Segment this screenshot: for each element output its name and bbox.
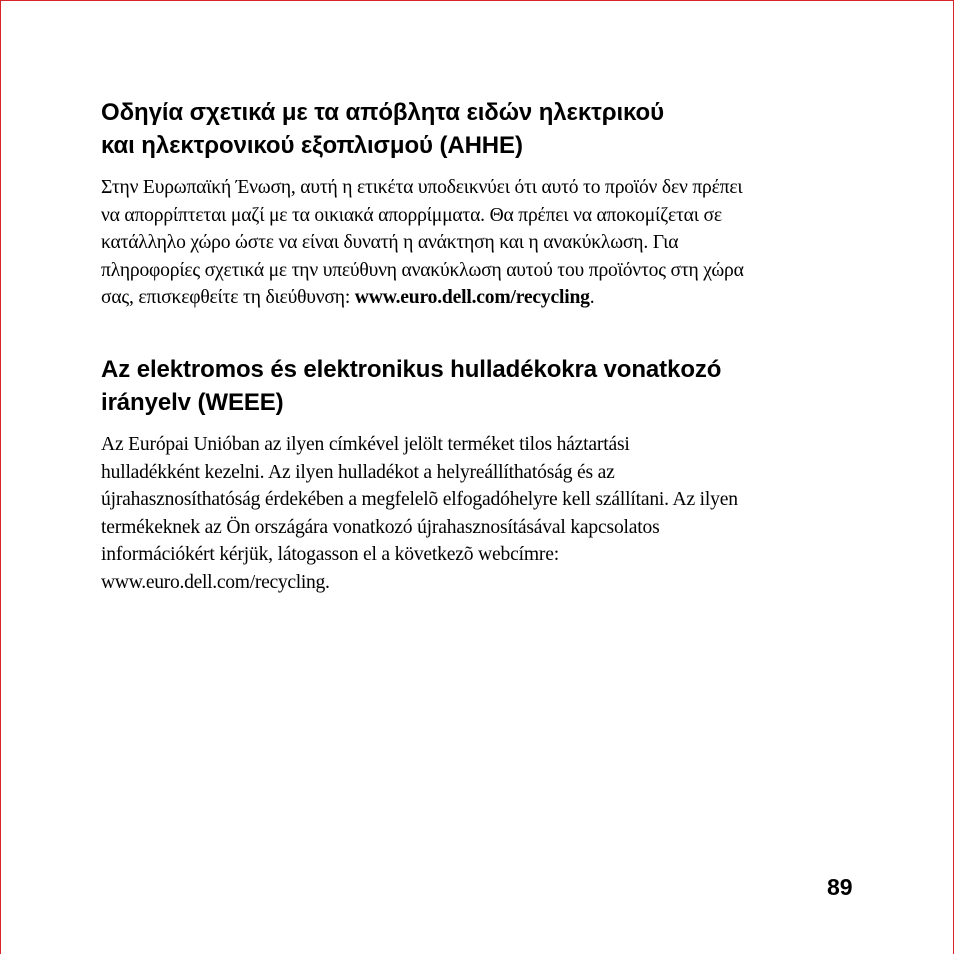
- punctuation: .: [325, 571, 330, 593]
- body-line: információkért kérjük, látogasson el a következõ webcímre:: [101, 544, 559, 565]
- body-line-last: [101, 284, 841, 312]
- body-line: Στην Ευρωπαϊκή Ένωση, αυτή η ετικέτα υποδεικνύει ότι αυτό το προϊόν δεν πρέπει: [101, 177, 743, 198]
- section-body: [101, 174, 841, 312]
- body-line: újrahasznosíthatóság érdekében a megfelelõ elfogadóhelyre kell szállítani. Az ilyen: [101, 489, 738, 510]
- heading-line: Az elektromos és elektronikus hulladékokra vonatkozó: [101, 356, 722, 383]
- heading-line: irányelv (WEEE): [101, 389, 284, 416]
- body-line: termékeknek az Ön országára vonatkozó újrahasznosításával kapcsolatos: [101, 516, 660, 538]
- heading-line: Οδηγία σχετικά με τα απόβλητα ειδών ηλεκτρικού: [101, 99, 664, 126]
- section-heading: [101, 353, 801, 419]
- punctuation: .: [589, 287, 595, 308]
- body-line: να απορρίπτεται μαζί με τα οικιακά απορρίμματα. Θα πρέπει να αποκομίζεται σε: [101, 204, 722, 226]
- recycling-url: www.euro.dell.com/recycling: [101, 571, 326, 593]
- section-weee-greek: [101, 96, 853, 312]
- body-line: hulladékként kezelni. Az ilyen hulladékot a helyreállíthatóság és az: [101, 461, 615, 483]
- page-number: 89: [827, 874, 853, 900]
- body-line: κατάλληλο χώρο ώστε να είναι δυνατή η ανάκτηση και η ανακύκλωση. Για: [101, 232, 679, 253]
- body-line: πληροφορίες σχετικά με την υπεύθυνη ανακύκλωση αυτού του προϊόντος στη χώρα: [101, 259, 744, 281]
- body-text: σας, επισκεφθείτε τη διεύθυνση:: [101, 287, 355, 308]
- body-line-last: [101, 569, 853, 597]
- section-weee-hungarian: [101, 353, 853, 596]
- recycling-url: www.euro.dell.com/recycling: [354, 287, 590, 308]
- heading-line: και ηλεκτρονικού εξοπλισμού (AHHE): [101, 132, 523, 159]
- section-body: [101, 431, 853, 596]
- section-heading: [101, 96, 841, 162]
- body-line: Az Európai Unióban az ilyen címkével jelölt terméket tilos háztartási: [101, 434, 630, 455]
